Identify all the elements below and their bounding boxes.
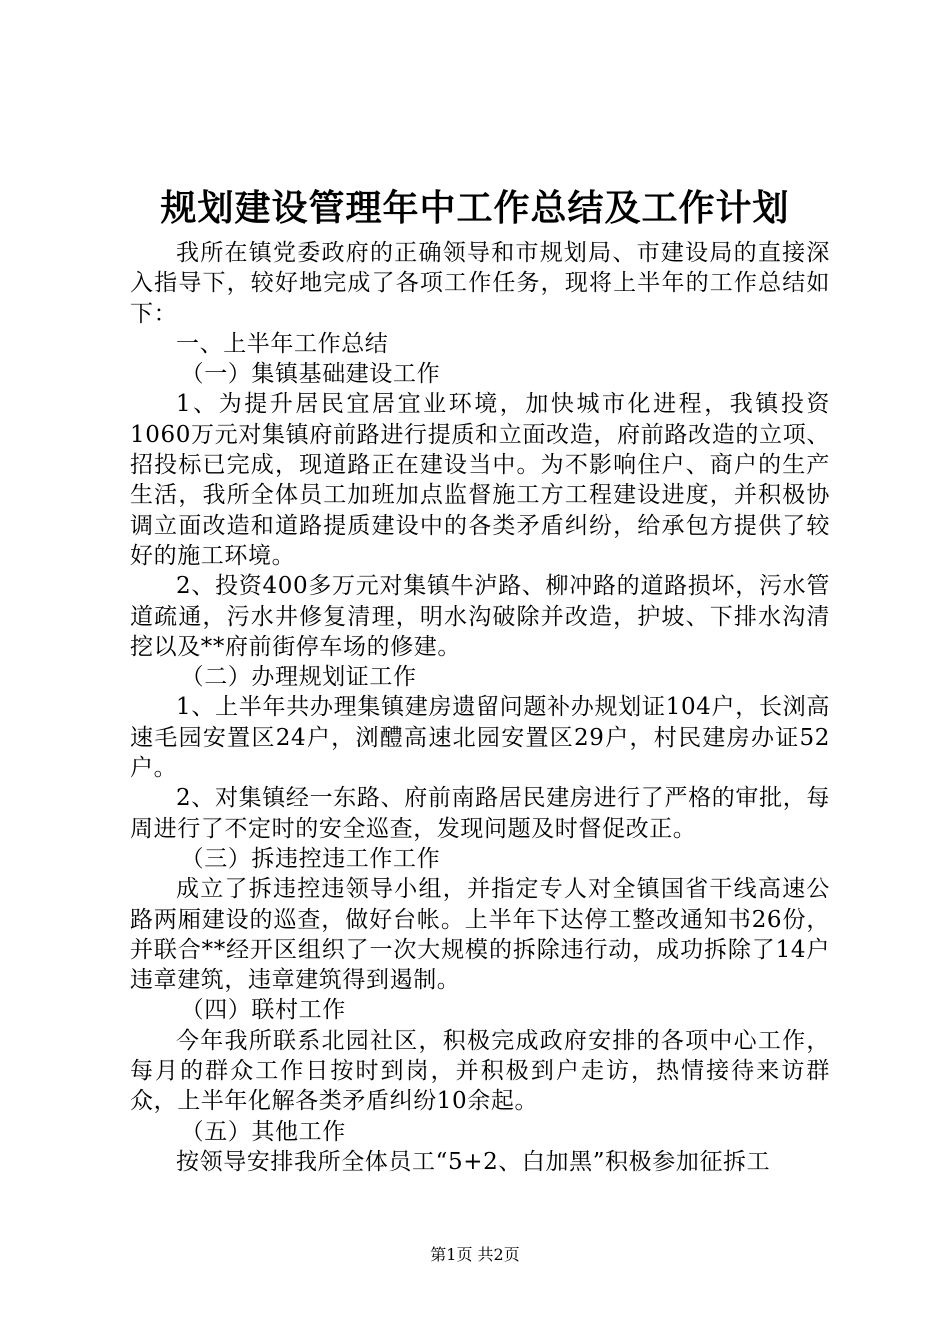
paragraph-2-2: 2、对集镇经一东路、府前南路居民建房进行了严格的审批，每周进行了不定时的安全巡查，发现问题及时督促改正。 <box>130 785 830 842</box>
paragraph-3-1: 成立了拆违控违领导小组，并指定专人对全镇国省干线高速公路两厢建设的巡查，做好台帐。上半年下达停工整改通知书26份，并联合**经开区组织了一次大规模的拆除违行动，成功拆除了14户违章建筑，违章建筑得到遏制。 <box>130 876 830 994</box>
paragraph-1-1: 1、为提升居民宜居宜业环境，加快城市化进程，我镇投资1060万元对集镇府前路进行提质和立面改造，府前路改造的立项、招投标已完成，现道路正在建设当中。为不影响住户、商户的生产生活，我所全体员工加班加点监督施工方工程建设进度，并积极协调立面改造和道路提质建设中的各类矛盾纠纷，给承包方提供了较好的施工环境。 <box>130 391 830 569</box>
subsection-heading-3: （三）拆违控违工作工作 <box>180 845 441 872</box>
paragraph-5-1: 按领导安排我所全体员工“5+2、白加黑”积极参加征拆工 <box>176 1148 771 1175</box>
paragraph-intro: 我所在镇党委政府的正确领导和市规划局、市建设局的直接深入指导下，较好地完成了各项工作任务，现将上半年的工作总结如下： <box>130 240 830 327</box>
paragraph-4-1: 今年我所联系北园社区，积极完成政府安排的各项中心工作，每月的群众工作日按时到岗，并积极到户走访，热情接待来访群众，上半年化解各类矛盾纠纷10余起。 <box>130 1027 830 1115</box>
section-heading-1: 一、上半年工作总结 <box>176 330 389 357</box>
page-number-footer: 第1页 共2页 <box>430 1245 520 1264</box>
paragraph-1-2: 2、投资400多万元对集镇牛泸路、柳冲路的道路损坏，污水管道疏通，污水井修复清理，明水沟破除并改造，护坡、下排水沟清挖以及**府前街停车场的修建。 <box>130 573 830 660</box>
subsection-heading-4: （四）联村工作 <box>180 997 346 1024</box>
paragraph-2-1: 1、上半年共办理集镇建房遗留问题补办规划证104户，长浏高速毛园安置区24户，浏醴高速北园安置区29户，村民建房办证52户。 <box>130 694 830 782</box>
subsection-heading-1: （一）集镇基础建设工作 <box>180 361 441 388</box>
document-title: 规划建设管理年中工作总结及工作计划 <box>160 187 790 229</box>
subsection-heading-2: （二）办理规划证工作 <box>180 664 417 691</box>
subsection-heading-5: （五）其他工作 <box>180 1118 346 1145</box>
document-body <box>130 238 830 1177</box>
